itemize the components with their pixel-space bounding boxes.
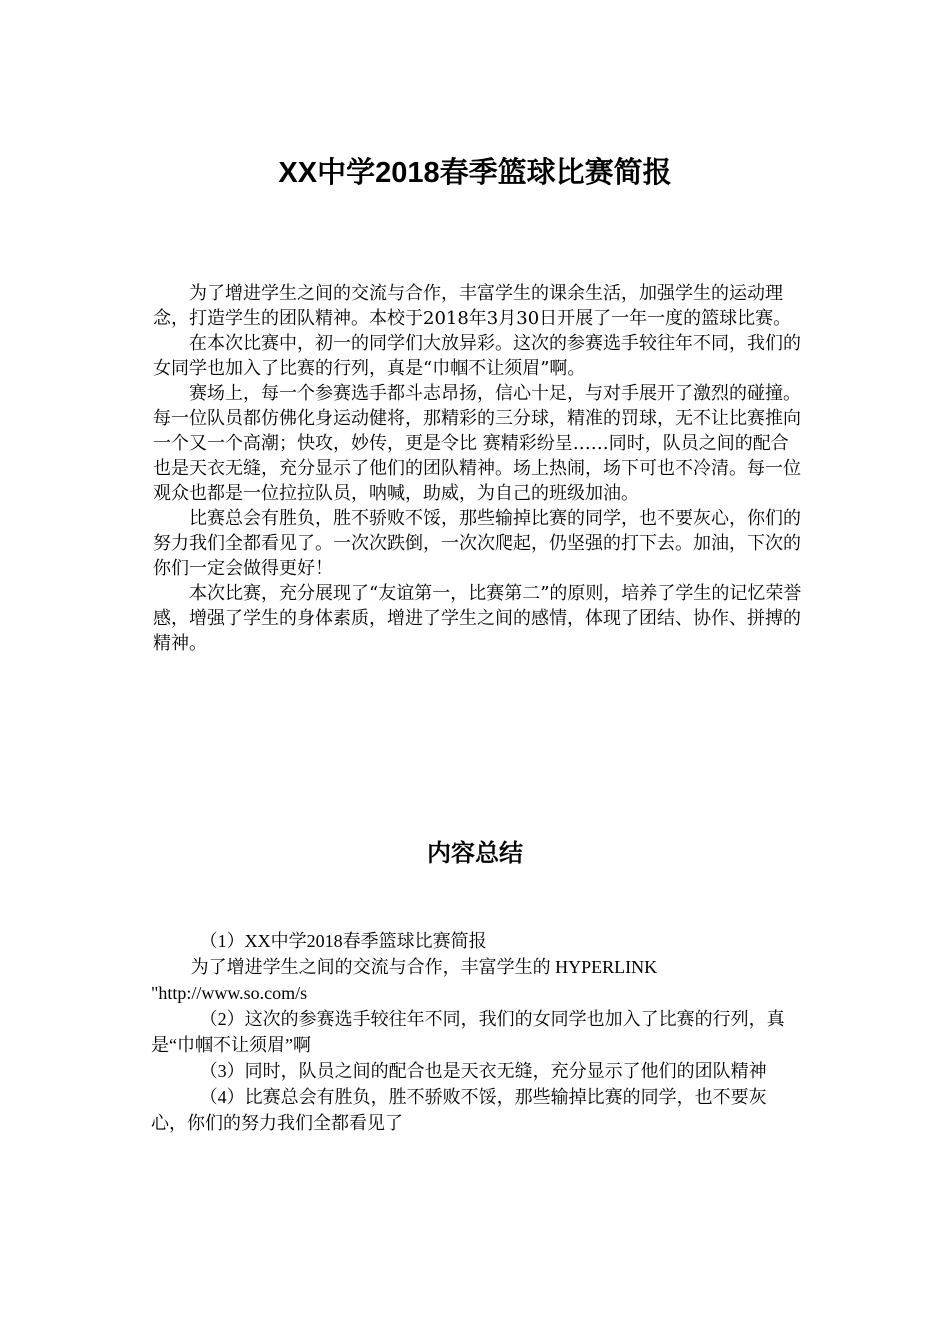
summary-list	[151, 928, 791, 1136]
summary-item: （1）XX中学2018春季篮球比赛简报	[199, 931, 487, 951]
body-paragraph: 本次比赛，充分展现了“友谊第一，比赛第二”的原则，培养了学生的记忆荣誉感，增强了学生的身体素质，增进了学生之间的感情，体现了团结、协作、拼搏的精神。	[153, 583, 802, 654]
summary-item: （4）比赛总会有胜负，胜不骄败不馁，那些输掉比赛的同学，也不要灰心，你们的努力我们全都看见了	[151, 1087, 767, 1133]
body-paragraph: 在本次比赛中，初一的同学们大放异彩。这次的参赛选手较往年不同，我们的女同学也加入了比赛的行列，真是“巾帼不让须眉”啊。	[153, 333, 801, 379]
summary-item: 为了增进学生之间的交流与合作，丰富学生的 HYPERLINK "http://www.so.com/s	[151, 957, 658, 1003]
document-body	[153, 281, 803, 656]
body-paragraph: 为了增进学生之间的交流与合作，丰富学生的课余生活，加强学生的运动理念，打造学生的团队精神。本校于2018年3月30日开展了一年一度的篮球比赛。	[153, 283, 792, 329]
summary-heading: 内容总结	[427, 838, 523, 867]
summary-item: （2）这次的参赛选手较往年不同，我们的女同学也加入了比赛的行列，真是“巾帼不让须眉”啊	[151, 1009, 785, 1055]
summary-item: （3）同时，队员之间的配合也是天衣无缝，充分显示了他们的团队精神	[199, 1061, 767, 1081]
body-paragraph: 赛场上，每一个参赛选手都斗志昂扬，信心十足，与对手展开了激烈的碰撞。每一位队员都仿佛化身运动健将，那精彩的三分球，精准的罚球，无不让比赛推向一个又一个高潮；快攻，妙传，更是令比 赛精彩纷呈……同时，队员之间的配合也是天衣无缝，充分显示了他们的团队精神。场上热闹，场下可也不冷清。每一位观众也都是一位拉拉队员，呐喊，助威，为自己的班级加油。	[153, 383, 801, 504]
document-title: XX中学2018春季篮球比赛简报	[278, 157, 672, 189]
body-paragraph: 比赛总会有胜负，胜不骄败不馁，那些输掉比赛的同学，也不要灰心，你们的努力我们全都看见了。一次次跌倒，一次次爬起，仍坚强的打下去。加油，下次的你们一定会做得更好！	[153, 508, 801, 579]
